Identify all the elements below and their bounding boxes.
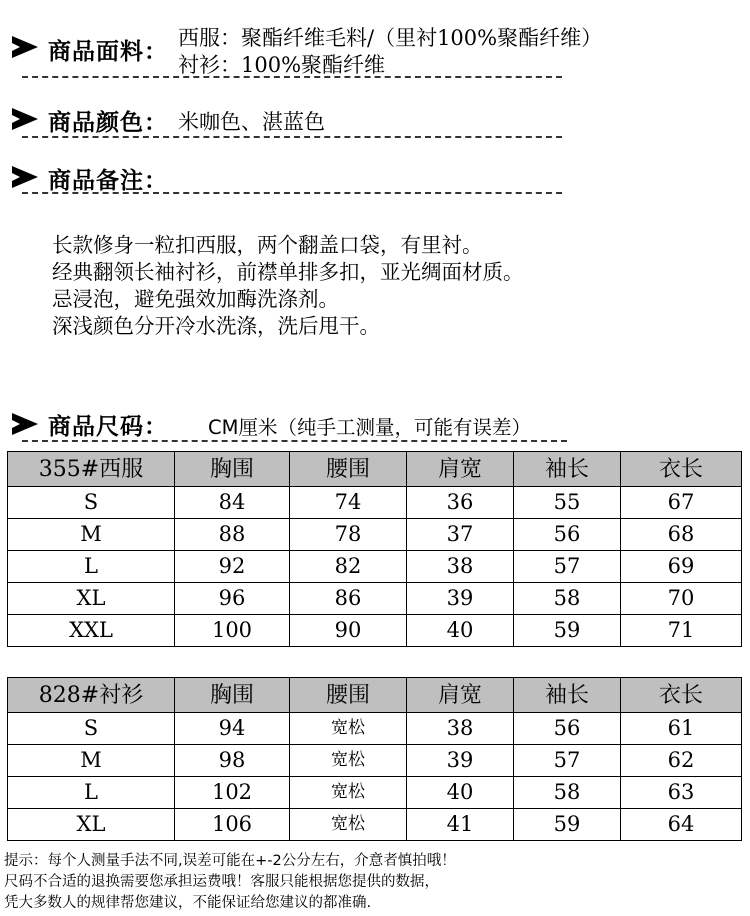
material-label: 商品面料： [48,39,168,65]
sleeve-cell: 57 [514,745,621,777]
header-cell: 355#西服 [8,452,175,487]
table-row [8,551,742,583]
divider [22,136,562,138]
size-cell: M [8,519,175,551]
chest-cell: 106 [175,809,290,841]
shoulder-cell: 37 [407,519,514,551]
table-row [8,713,742,745]
waist-cell: 90 [290,615,407,647]
length-cell: 71 [621,615,742,647]
chest-cell: 102 [175,777,290,809]
length-cell: 62 [621,745,742,777]
tips-line: 提示：每个人测量手法不同,误差可能在+-2公分左右，介意者慎拍哦！ [4,853,456,869]
waist-cell: 宽松 [290,713,407,745]
color-value: 米咖色、湛蓝色 [178,110,325,134]
size-cell: S [8,713,175,745]
remarks-line: 经典翻领长袖衬衫，前襟单排多扣，亚光绸面材质。 [52,260,524,284]
material-shirt-text: 衬衫：100%聚酯纤维 [178,53,386,77]
table-row [8,745,742,777]
header-cell: 肩宽 [407,452,514,487]
waist-cell: 82 [290,551,407,583]
shoulder-cell: 38 [407,551,514,583]
tips-line: 凭大多数人的规律帮您建议，不能保证给您建议的都准确. [4,895,372,911]
length-cell: 64 [621,809,742,841]
tips-block [4,851,456,914]
header-cell: 腰围 [290,452,407,487]
header-cell: 衣长 [621,678,742,713]
size-cell: XL [8,583,175,615]
header-cell: 胸围 [175,452,290,487]
sleeve-cell: 58 [514,777,621,809]
sleeve-cell: 59 [514,615,621,647]
arrow-icon [12,108,38,130]
remarks-line: 深浅颜色分开冷水洗涤，洗后甩干。 [52,314,380,338]
table-row [8,583,742,615]
sleeve-cell: 59 [514,809,621,841]
header-cell: 衣长 [621,452,742,487]
sleeve-cell: 55 [514,487,621,519]
suit-size-table [7,451,742,647]
waist-cell: 宽松 [290,745,407,777]
size-label: 商品尺码： [48,414,168,440]
chest-cell: 94 [175,713,290,745]
chest-cell: 92 [175,551,290,583]
divider [22,192,562,194]
arrow-icon [12,36,38,58]
sleeve-cell: 57 [514,551,621,583]
waist-cell: 86 [290,583,407,615]
shoulder-cell: 38 [407,713,514,745]
table-row [8,809,742,841]
header-cell: 胸围 [175,678,290,713]
shoulder-cell: 39 [407,745,514,777]
chest-cell: 100 [175,615,290,647]
header-cell: 袖长 [514,452,621,487]
shoulder-cell: 39 [407,583,514,615]
length-cell: 61 [621,713,742,745]
remarks-list [52,232,524,340]
shoulder-cell: 40 [407,777,514,809]
waist-cell: 宽松 [290,777,407,809]
table-header-row [8,452,742,487]
shirt-size-table [7,677,742,841]
chest-cell: 84 [175,487,290,519]
waist-cell: 宽松 [290,809,407,841]
sleeve-cell: 56 [514,519,621,551]
length-cell: 70 [621,583,742,615]
material-suit-text: 西服：聚酯纤维毛料/（里衬100%聚酯纤维） [178,26,603,50]
chest-cell: 98 [175,745,290,777]
size-cell: XXL [8,615,175,647]
waist-cell: 74 [290,487,407,519]
shoulder-cell: 40 [407,615,514,647]
length-cell: 69 [621,551,742,583]
remarks-line: 长款修身一粒扣西服，两个翻盖口袋，有里衬。 [52,233,483,257]
size-cell: XL [8,809,175,841]
shoulder-cell: 36 [407,487,514,519]
size-cell: L [8,777,175,809]
sleeve-cell: 58 [514,583,621,615]
table-row [8,519,742,551]
size-cell: S [8,487,175,519]
length-cell: 63 [621,777,742,809]
remarks-label: 商品备注： [48,168,168,194]
table-row [8,487,742,519]
header-cell: 腰围 [290,678,407,713]
remarks-line: 忌浸泡，避免强效加酶洗涤剂。 [52,287,339,311]
sleeve-cell: 56 [514,713,621,745]
arrow-icon [12,166,38,188]
size-cell: M [8,745,175,777]
arrow-icon [12,413,38,435]
color-label: 商品颜色： [48,110,168,136]
divider [22,440,567,442]
chest-cell: 96 [175,583,290,615]
header-cell: 828#衬衫 [8,678,175,713]
header-cell: 袖长 [514,678,621,713]
tips-line: 尺码不合适的退换需要您承担运费哦！客服只能根据您提供的数据， [4,874,439,890]
waist-cell: 78 [290,519,407,551]
chest-cell: 88 [175,519,290,551]
table-row [8,777,742,809]
length-cell: 67 [621,487,742,519]
header-cell: 肩宽 [407,678,514,713]
length-cell: 68 [621,519,742,551]
table-row [8,615,742,647]
divider [22,76,562,78]
size-note: CM厘米（纯手工测量，可能有误差） [208,416,531,439]
shoulder-cell: 41 [407,809,514,841]
table-header-row [8,678,742,713]
size-cell: L [8,551,175,583]
